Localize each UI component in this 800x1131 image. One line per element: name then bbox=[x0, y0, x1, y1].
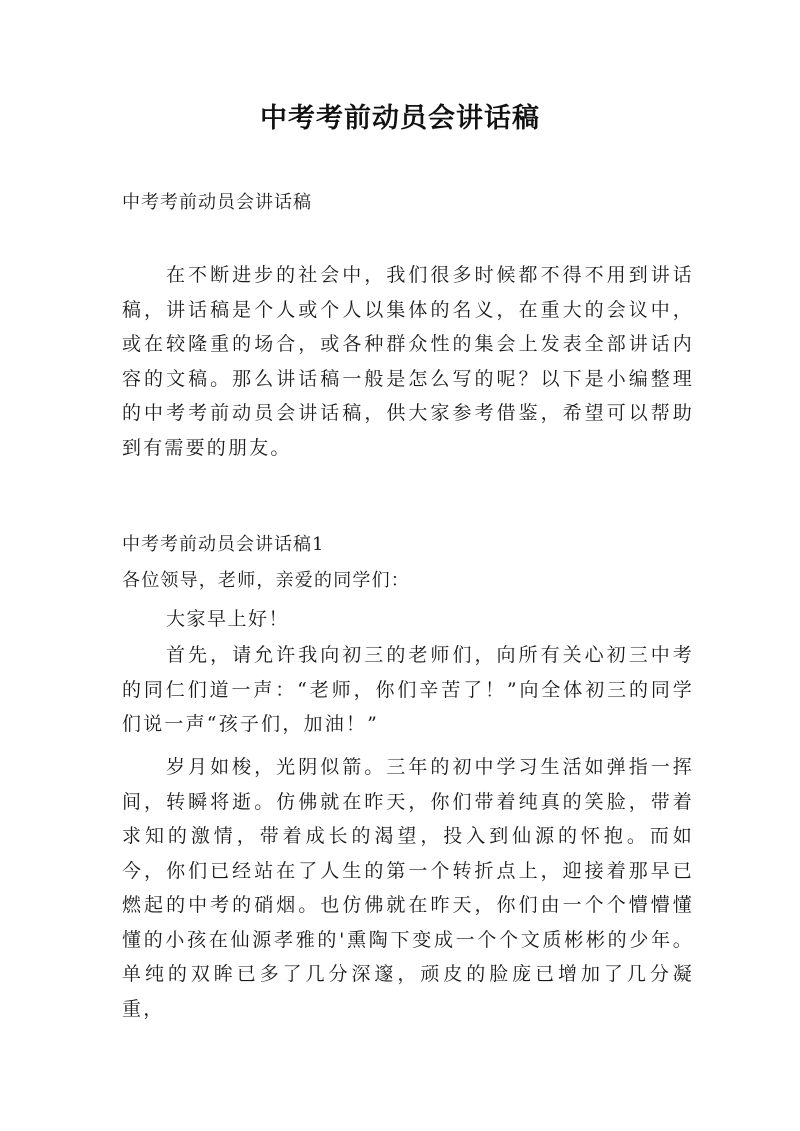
document-subtitle: 中考考前动员会讲话稿 bbox=[122, 192, 312, 213]
intro-paragraph: 在不断进步的社会中，我们很多时候都不得不用到讲话稿，讲话稿是个人或个人以集体的名义，在重大的会议中，或在较隆重的场合，或各种群众性的集会上发表全部讲话内容的文稿。那么讲话稿一般是怎么写的呢？以下是小编整理的中考考前动员会讲话稿，供大家参考借鉴，希望可以帮助到有需要的朋友。 bbox=[122, 264, 694, 459]
document-title: 中考考前动员会讲话稿 bbox=[260, 103, 540, 134]
body-paragraph: 岁月如梭，光阴似箭。三年的初中学习生活如弹指一挥间，转瞬将逝。仿佛就在昨天，你们带着纯真的笑脸，带着求知的激情，带着成长的渴望，投入到仙源的怀抱。而如今，你们已经站在了人生的第一个转折点上，迎接着那早已燃起的中考的硝烟。也仿佛就在昨天，你们由一个个懵懵懂懂的小孩在仙源孝雅的'熏陶下变成一个个文质彬彬的少年。单纯的双眸已多了几分深邃，顽皮的脸庞已增加了几分凝重， bbox=[122, 756, 694, 1020]
section-heading: 中考考前动员会讲话稿1 bbox=[122, 534, 325, 555]
body-paragraph: 首先，请允许我向初三的老师们，向所有关心初三中考的同仁们道一声：“老师，你们辛苦了！”向全体初三的同学们说一声“孩子们，加油！” bbox=[122, 644, 694, 735]
greeting: 大家早上好！ bbox=[166, 608, 290, 630]
salutation: 各位领导，老师，亲爱的同学们： bbox=[122, 570, 410, 591]
